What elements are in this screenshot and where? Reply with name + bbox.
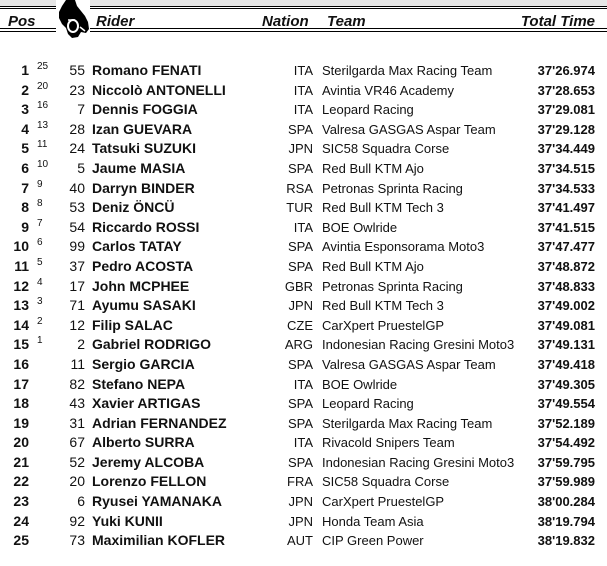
total-time: 37'48.872	[537, 258, 595, 274]
team-name: Indonesian Racing Gresini Moto3	[322, 337, 515, 353]
championship-points: 8	[37, 198, 43, 210]
team-name: CarXpert PruestelGP	[322, 317, 445, 333]
team-name: CIP Green Power	[322, 533, 424, 549]
position: 11	[14, 257, 29, 274]
rider-name: Deniz ÖNCÜ	[92, 199, 175, 216]
team-name: Avintia VR46 Academy	[322, 82, 454, 98]
team-name: Honda Team Asia	[322, 513, 424, 529]
nation: JPN	[288, 298, 313, 314]
rider-name: Filip SALAC	[92, 316, 173, 333]
table-row	[0, 277, 607, 297]
total-time: 37'49.002	[537, 298, 595, 314]
rider-name: Maximilian KOFLER	[92, 532, 226, 549]
team-name: Indonesian Racing Gresini Moto3	[322, 454, 515, 470]
table-row	[0, 512, 607, 532]
table-row	[0, 472, 607, 492]
header-total-time: Total Time	[520, 13, 595, 30]
rider-name: John MCPHEE	[92, 277, 190, 294]
rider-number: 92	[69, 512, 85, 529]
team-name: Valresa GASGAS Aspar Team	[322, 121, 496, 137]
table-row	[0, 218, 607, 238]
position: 4	[21, 120, 29, 137]
total-time: 37'41.515	[537, 219, 595, 235]
table-row	[0, 81, 607, 101]
total-time: 37'49.131	[537, 337, 595, 353]
position: 6	[21, 159, 29, 176]
rider-number: 99	[69, 238, 85, 255]
championship-points: 16	[37, 100, 49, 112]
rider-name: Riccardo ROSSI	[92, 218, 200, 235]
nation: SPA	[287, 415, 313, 431]
rider-name: Dennis FOGGIA	[92, 101, 198, 118]
rider-number: 20	[69, 473, 85, 490]
championship-points: 5	[37, 256, 43, 268]
nation: ITA	[293, 82, 313, 98]
team-name: Valresa GASGAS Aspar Team	[322, 356, 496, 372]
total-time: 37'49.418	[537, 356, 595, 372]
team-name: Avintia Esponsorama Moto3	[322, 239, 485, 255]
table-row	[0, 355, 607, 375]
table-row	[0, 335, 607, 355]
total-time: 37'59.989	[537, 474, 595, 490]
rider-number: 52	[69, 453, 85, 470]
team-name: Sterilgarda Max Racing Team	[322, 63, 493, 78]
nation: SPA	[287, 258, 313, 274]
header-rider: Rider	[96, 13, 135, 30]
nation: RSA	[286, 180, 313, 196]
nation: SPA	[287, 239, 313, 255]
nation: GBR	[284, 278, 313, 294]
rider-name: Stefano NEPA	[92, 375, 186, 392]
team-name: Red Bull KTM Ajo	[322, 160, 424, 176]
nation: SPA	[287, 121, 313, 137]
rider-number: 5	[77, 159, 85, 176]
team-name: Leopard Racing	[322, 102, 414, 118]
table-row	[0, 453, 607, 473]
rider-number: 73	[69, 532, 85, 549]
total-time: 37'59.795	[537, 454, 595, 470]
total-time: 37'49.081	[537, 317, 595, 333]
table-row	[0, 257, 607, 277]
table-row	[0, 198, 607, 218]
table-row	[0, 139, 607, 159]
nation: SPA	[287, 356, 313, 372]
position: 21	[13, 453, 29, 470]
team-name: BOE Owlride	[322, 219, 398, 235]
nation: SPA	[287, 160, 313, 176]
table-row	[0, 237, 607, 257]
total-time: 37'29.081	[537, 102, 595, 118]
results-table	[0, 61, 607, 551]
team-name: Red Bull KTM Ajo	[322, 258, 424, 274]
nation: ITA	[293, 219, 313, 235]
rider-number: 43	[69, 395, 85, 412]
nation: ITA	[293, 435, 313, 451]
nation: SPA	[287, 396, 313, 412]
position: 15	[13, 336, 29, 353]
team-name: BOE Owlride	[322, 376, 398, 392]
total-time: 37'52.189	[537, 415, 595, 431]
championship-points: 13	[37, 119, 49, 131]
nation: CZE	[287, 317, 313, 333]
team-name: Petronas Sprinta Racing	[322, 180, 463, 196]
position: 25	[13, 532, 29, 549]
championship-points: 25	[37, 61, 49, 72]
rider-number: 71	[69, 297, 85, 314]
total-time: 37'29.128	[537, 121, 595, 137]
position: 16	[13, 355, 29, 372]
rider-number: 17	[69, 277, 85, 294]
total-time: 37'41.497	[537, 200, 595, 216]
nation: FRA	[287, 474, 313, 490]
position: 19	[13, 414, 29, 431]
championship-points: 2	[37, 315, 43, 327]
rider-number: 53	[69, 199, 85, 216]
rider-number: 2	[77, 336, 85, 353]
total-time: 38'19.832	[537, 533, 595, 549]
position: 3	[21, 101, 29, 118]
nation: ITA	[293, 63, 313, 78]
position: 9	[21, 218, 29, 235]
team-name: Sterilgarda Max Racing Team	[322, 415, 493, 431]
total-time: 37'54.492	[537, 435, 595, 451]
rider-number: 31	[69, 414, 85, 431]
championship-points: 4	[37, 276, 43, 288]
nation: JPN	[288, 141, 313, 157]
position: 10	[13, 238, 29, 255]
rider-number: 82	[69, 375, 85, 392]
rider-number: 67	[69, 434, 85, 451]
championship-points: 20	[37, 80, 49, 92]
total-time: 38'00.284	[537, 494, 595, 510]
table-row	[0, 433, 607, 453]
table-row	[0, 492, 607, 512]
rider-name: Darryn BINDER	[92, 179, 195, 196]
motorcycle-helmet-icon	[56, 0, 90, 40]
rider-name: Ayumu SASAKI	[92, 297, 196, 314]
table-row	[0, 100, 607, 120]
position: 12	[13, 277, 29, 294]
rider-number: 11	[70, 355, 85, 372]
rider-number: 28	[69, 120, 85, 137]
rider-name: Gabriel RODRIGO	[92, 336, 212, 353]
rider-number: 55	[69, 62, 85, 78]
nation: JPN	[288, 494, 313, 510]
rider-name: Sergio GARCIA	[92, 355, 195, 372]
rider-name: Adrian FERNANDEZ	[92, 414, 227, 431]
total-time: 37'34.449	[537, 141, 595, 157]
table-row	[0, 61, 607, 81]
championship-points: 1	[37, 335, 43, 347]
rider-number: 37	[69, 257, 85, 274]
team-name: CarXpert PruestelGP	[322, 494, 445, 510]
results-header	[0, 6, 607, 32]
rider-name: Xavier ARTIGAS	[92, 395, 201, 412]
table-row	[0, 296, 607, 316]
championship-points: 6	[37, 237, 43, 249]
total-time: 38'19.794	[537, 513, 595, 529]
table-row	[0, 414, 607, 434]
rider-name: Izan GUEVARA	[92, 120, 193, 137]
team-name: Leopard Racing	[322, 396, 414, 412]
table-row	[0, 120, 607, 140]
position: 20	[13, 434, 29, 451]
rider-name: Pedro ACOSTA	[92, 257, 194, 274]
rider-number: 24	[69, 140, 85, 157]
nation: ITA	[293, 102, 313, 118]
nation: ITA	[293, 376, 313, 392]
position: 14	[13, 316, 29, 333]
rider-name: Jeremy ALCOBA	[92, 453, 205, 470]
team-name: SIC58 Squadra Corse	[322, 141, 450, 157]
rider-name: Niccolò ANTONELLI	[92, 81, 226, 98]
championship-points: 7	[37, 217, 43, 229]
rider-name: Yuki KUNII	[92, 512, 163, 529]
total-time: 37'34.515	[537, 160, 595, 176]
team-name: SIC58 Squadra Corse	[322, 474, 450, 490]
position: 23	[13, 493, 29, 510]
rider-name: Lorenzo FELLON	[92, 473, 207, 490]
rider-number: 54	[69, 218, 85, 235]
total-time: 37'49.554	[537, 396, 595, 412]
position: 17	[13, 375, 29, 392]
position: 5	[21, 140, 29, 157]
team-name: Rivacold Snipers Team	[322, 435, 455, 451]
championship-points: 9	[37, 178, 43, 190]
position: 7	[21, 179, 29, 196]
header-nation: Nation	[262, 13, 309, 30]
championship-points: 11	[37, 139, 48, 151]
table-row	[0, 179, 607, 199]
nation: SPA	[287, 454, 313, 470]
total-time: 37'49.305	[537, 376, 595, 392]
position: 2	[21, 81, 29, 98]
rider-name: Jaume MASIA	[92, 159, 186, 176]
team-name: Petronas Sprinta Racing	[322, 278, 463, 294]
rider-name: Ryusei YAMANAKA	[92, 493, 222, 510]
table-row	[0, 159, 607, 179]
team-name: Red Bull KTM Tech 3	[322, 200, 444, 216]
rider-number: 12	[69, 316, 85, 333]
header-pos: Pos	[8, 13, 36, 30]
position: 13	[13, 297, 29, 314]
header-team: Team	[327, 13, 366, 30]
table-row	[0, 394, 607, 414]
rider-number: 7	[77, 101, 85, 118]
total-time: 37'26.974	[537, 63, 595, 78]
table-row	[0, 531, 607, 551]
nation: TUR	[286, 200, 313, 216]
rider-name: Alberto SURRA	[92, 434, 195, 451]
rider-number: 40	[69, 179, 85, 196]
championship-points: 3	[37, 296, 43, 308]
position: 8	[21, 199, 29, 216]
position: 22	[13, 473, 29, 490]
position: 24	[13, 512, 29, 529]
rider-name: Romano FENATI	[92, 62, 202, 78]
total-time: 37'34.533	[537, 180, 595, 196]
rider-number: 23	[69, 81, 85, 98]
total-time: 37'47.477	[537, 239, 595, 255]
table-row	[0, 316, 607, 336]
position: 1	[21, 62, 29, 78]
position: 18	[13, 395, 29, 412]
championship-points: 10	[37, 158, 49, 170]
rider-name: Tatsuki SUZUKI	[92, 140, 196, 157]
team-name: Red Bull KTM Tech 3	[322, 298, 444, 314]
table-row	[0, 375, 607, 395]
nation: AUT	[287, 533, 313, 549]
total-time: 37'48.833	[537, 278, 595, 294]
total-time: 37'28.653	[537, 82, 595, 98]
nation: JPN	[288, 513, 313, 529]
rider-number: 6	[77, 493, 85, 510]
rider-name: Carlos TATAY	[92, 238, 182, 255]
nation: ARG	[284, 337, 313, 353]
